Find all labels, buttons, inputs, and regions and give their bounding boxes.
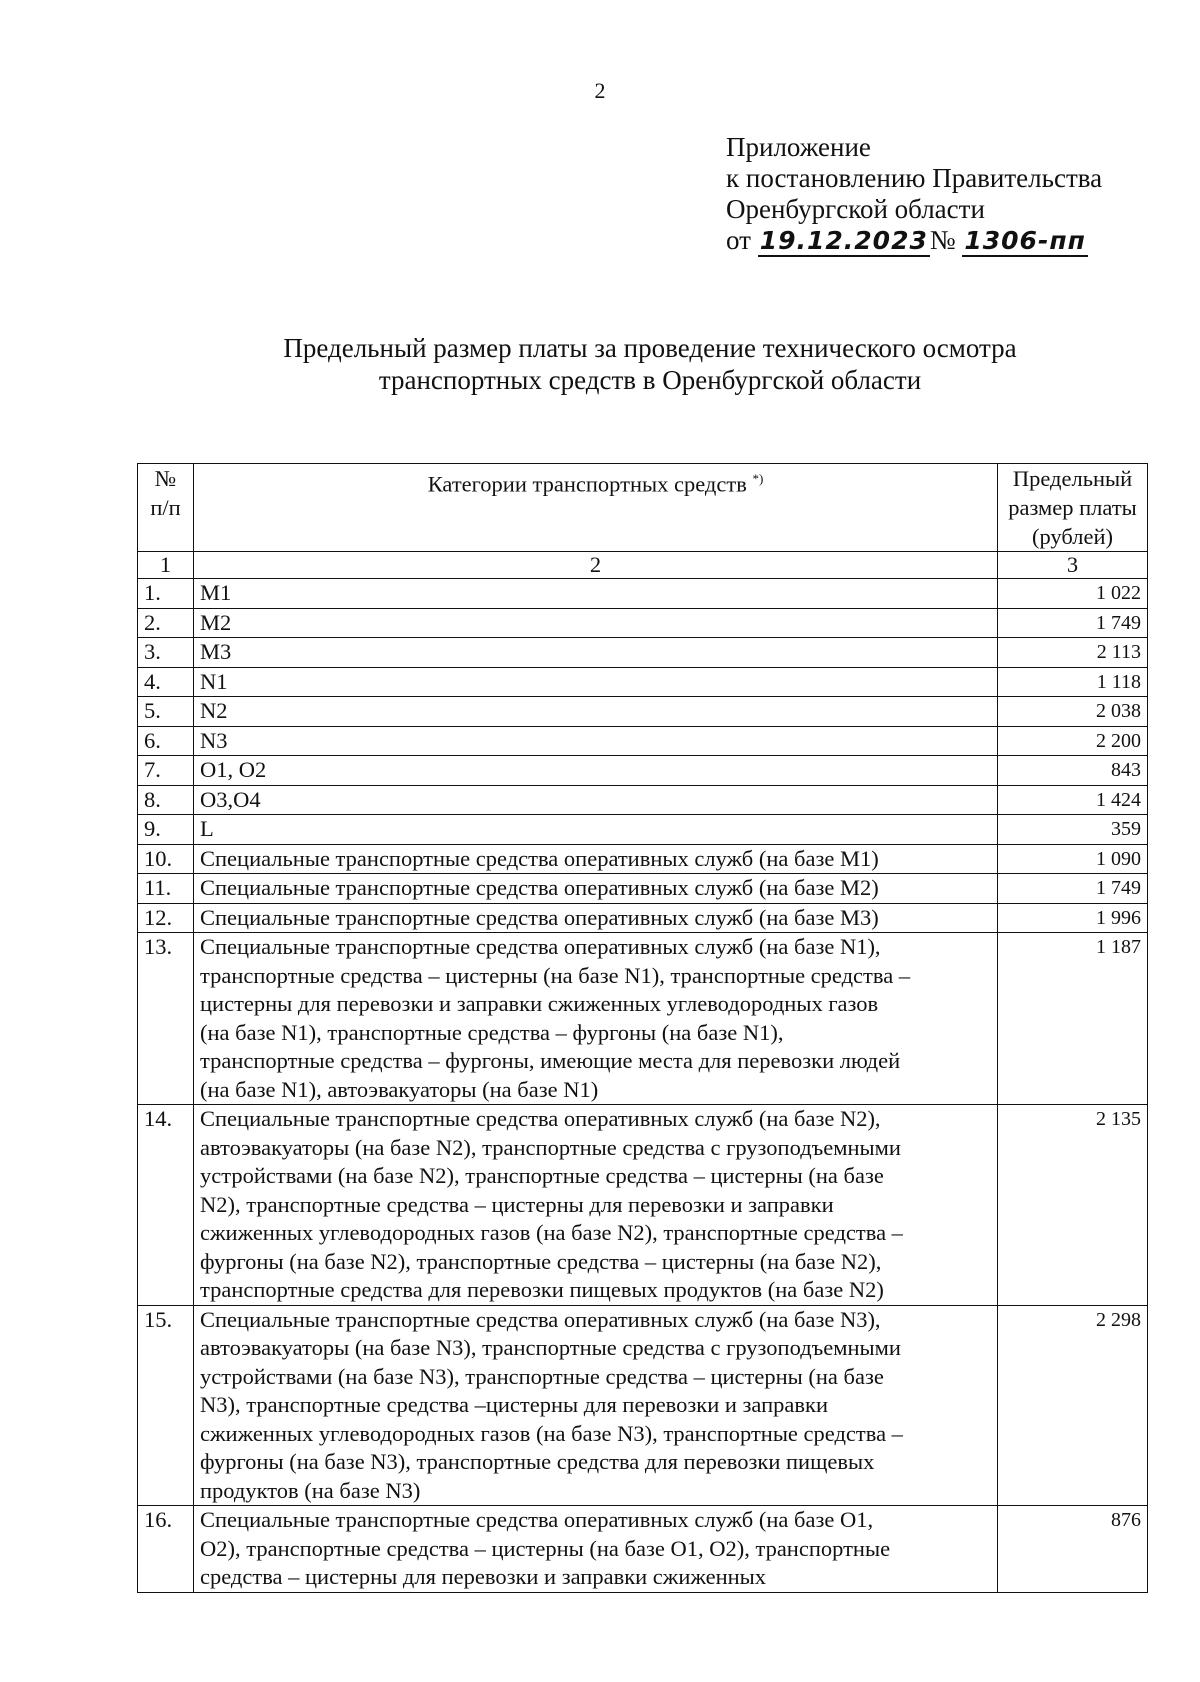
category-line: M1 [200,580,232,605]
date-prefix: от [726,225,751,255]
title-line-1: Предельный размер платы за проведение технического осмотра [283,333,1017,363]
row-fee: 2 113 [998,638,1148,668]
header-number-line-2: п/п [150,495,181,520]
row-number: 12. [138,903,194,933]
row-category [194,1506,998,1593]
title-line-2: транспортных средств в Оренбургской области [378,365,922,395]
row-number: 6. [138,726,194,756]
appendix-line-2: к постановлению Правительства [726,163,1103,193]
row-fee: 876 [998,1506,1148,1593]
category-line: автоэвакуаторы (на базе N3), транспортные средства с грузоподъемными [200,1335,901,1360]
row-number: 7. [138,756,194,786]
table-row [138,1305,1148,1506]
category-line: (на базе N1), транспортные средства – фургоны (на базе N1), [200,1019,784,1045]
row-number: 1. [138,579,194,609]
row-number: 10. [138,844,194,874]
row-number: 2. [138,608,194,638]
row-category [194,756,998,786]
row-fee: 2 135 [998,1105,1148,1306]
row-fee: 2 038 [998,697,1148,727]
table-row [138,874,1148,904]
table-row [138,579,1148,609]
row-number: 16. [138,1506,194,1593]
category-line: N2 [200,698,228,723]
category-line: Специальные транспортные средства оперативных служб (на базе N3), [200,1306,881,1332]
category-line: Специальные транспортные средства оперативных служб (на базе O1, [200,1507,874,1532]
header-category [194,464,998,552]
category-line: сжиженных углеводородных газов (на базе N3), транспортные средства – [200,1420,903,1446]
row-fee: 2 200 [998,726,1148,756]
row-category [194,638,998,668]
row-category [194,1105,998,1306]
row-number: 11. [138,874,194,904]
category-line: (на базе N1), автоэвакуаторы (на базе N1) [200,1076,599,1102]
row-number: 9. [138,815,194,845]
fee-table [137,463,1148,1593]
category-line: O2), транспортные средства – цистерны (на базе O1, O2), транспортные [200,1535,891,1561]
page-number: 2 [594,78,606,103]
category-line: Специальные транспортные средства оперативных служб (на базе M3) [200,904,879,930]
column-index-1: 1 [138,552,194,579]
row-fee: 1 022 [998,579,1148,609]
category-line: продуктов (на базе N3) [200,1477,421,1503]
row-fee: 1 749 [998,874,1148,904]
column-index-2: 2 [194,552,998,579]
row-category [194,608,998,638]
header-category-label: Категории транспортных средств [427,471,747,497]
row-number: 5. [138,697,194,727]
category-line: N3 [200,727,228,753]
number-sign: № [929,225,956,255]
row-category [194,933,998,1105]
header-fee [998,464,1148,552]
row-fee: 1 996 [998,903,1148,933]
category-line: Специальные транспортные средства оперативных служб (на базе N1), [200,934,881,959]
category-line: Специальные транспортные средства оперативных служб (на базе M2) [200,875,879,900]
handwritten-number: 1306-пп [964,226,1086,255]
category-line: M2 [200,609,232,635]
row-fee: 843 [998,756,1148,786]
header-row [138,464,1148,552]
row-category [194,815,998,845]
table-row [138,903,1148,933]
category-line: O3,O4 [200,786,261,812]
row-fee: 1 187 [998,933,1148,1105]
row-fee: 1 424 [998,785,1148,815]
row-number: 3. [138,638,194,668]
row-category [194,844,998,874]
table-row [138,1506,1148,1593]
category-line: устройствами (на базе N2), транспортные средства – цистерны (на базе [200,1163,884,1188]
category-line: N1 [200,668,228,694]
row-number: 8. [138,785,194,815]
category-line: цистерны для перевозки и заправки сжиженных углеводородных газов [200,991,879,1016]
document-title [150,332,1150,396]
table-row [138,726,1148,756]
category-line: сжиженных углеводородных газов (на базе N2), транспортные средства – [200,1220,903,1245]
row-fee: 359 [998,815,1148,845]
appendix-line-3: Оренбургской области [726,194,985,224]
header-category-footnote-mark: *) [752,471,764,486]
table-row [138,933,1148,1105]
row-category [194,874,998,904]
category-line: M3 [200,639,232,664]
category-line: транспортные средства для перевозки пищевых продуктов (на базе N2) [200,1277,884,1302]
category-line: транспортные средства – цистерны (на базе N1), транспортные средства – [200,962,911,988]
category-line: автоэвакуаторы (на базе N2), транспортные средства с грузоподъемными [200,1134,901,1160]
table-row [138,638,1148,668]
header-fee-line-3: (рублей) [1031,524,1114,549]
row-category [194,903,998,933]
row-category [194,726,998,756]
header-number [138,464,194,552]
header-fee-line-2: размер платы [1008,495,1137,520]
row-category [194,667,998,697]
category-line: устройствами (на базе N3), транспортные средства – цистерны (на базе [200,1363,884,1389]
row-number: 15. [138,1305,194,1506]
category-line: N2), транспортные средства – цистерны для перевозки и заправки [200,1191,834,1217]
table-row [138,785,1148,815]
row-number: 14. [138,1105,194,1306]
appendix-block [726,132,1166,256]
row-fee: 2 298 [998,1305,1148,1506]
category-line: Специальные транспортные средства оперативных служб (на базе N2), [200,1106,881,1131]
row-number: 13. [138,933,194,1105]
table-row [138,1105,1148,1306]
category-line: L [200,816,214,841]
row-category [194,1305,998,1506]
header-fee-line-1: Предельный [1012,466,1133,491]
handwritten-date: 19.12.2023 [759,226,928,255]
table-row [138,844,1148,874]
table-row [138,697,1148,727]
category-line: средства – цистерны для перевозки и заправки сжиженных [200,1564,767,1589]
category-line: транспортные средства – фургоны, имеющие места для перевозки людей [200,1048,901,1073]
column-index-3: 3 [998,552,1148,579]
category-line: N3), транспортные средства –цистерны для перевозки и заправки [200,1392,829,1417]
column-index-row [138,552,1148,579]
row-category [194,697,998,727]
appendix-date-line [726,225,1166,256]
category-line: O1, O2 [200,757,267,782]
row-category [194,785,998,815]
appendix-line-1: Приложение [726,132,871,162]
row-fee: 1 090 [998,844,1148,874]
table-row [138,667,1148,697]
category-line: Специальные транспортные средства оперативных служб (на базе M1) [200,845,879,871]
header-number-line-1: № [154,466,177,491]
table-row [138,756,1148,786]
table-row [138,608,1148,638]
category-line: фургоны (на базе N2), транспортные средства – цистерны (на базе N2), [200,1248,882,1274]
row-category [194,579,998,609]
table-row [138,815,1148,845]
row-fee: 1 118 [998,667,1148,697]
row-fee: 1 749 [998,608,1148,638]
category-line: фургоны (на базе N3), транспортные средства для перевозки пищевых [200,1449,875,1474]
row-number: 4. [138,667,194,697]
